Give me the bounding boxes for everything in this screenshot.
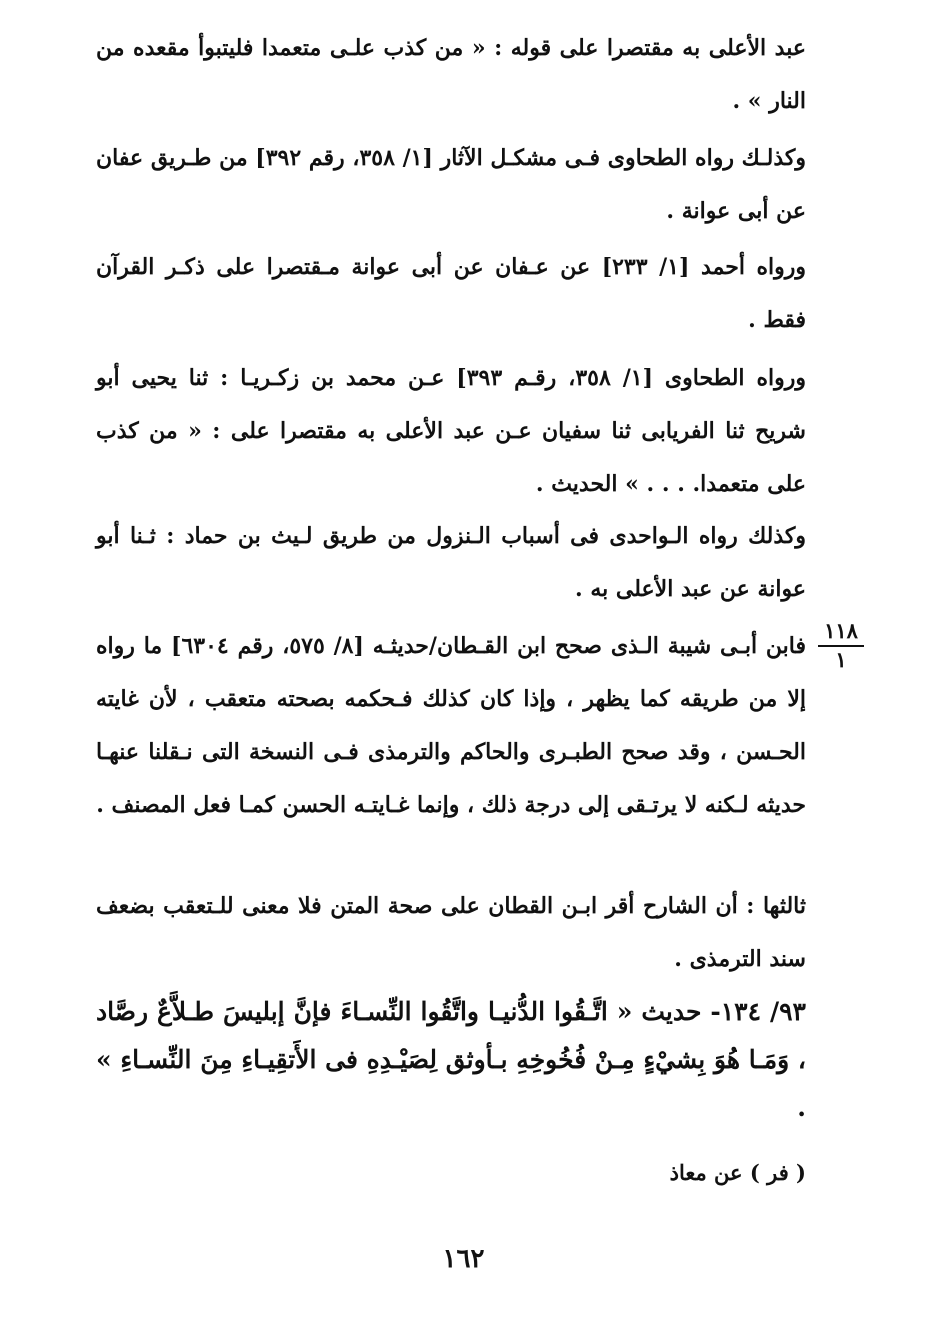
margin-note-number: ١١٨: [818, 618, 864, 647]
margin-note-sub: ١: [835, 647, 847, 672]
page-number: ١٦٢: [442, 1244, 485, 1274]
paragraph-3: ورواه أحمد [١/ ٢٣٣] عن عـفان عن أبى عوانة مـقتصرا على ذكـر القرآن فقط .: [96, 254, 806, 333]
paragraph-6: فابن أبـى شيبة الـذى صحح ابن القـطان/حديثـه [٨/ ٥٧٥، رقم ٦٣٠٤] ما رواه إلا من طريقه كما يظهر ، وإذا كان كذلك فـحكمه بصحته متعقب ، لأن غايته الحـسن ، وقد صحح الطبـرى والحاكم والترمذى فـى النسخة التى نـقلنا عنهـا حديثه لـكنه لا يرتـقى إلى درجة ذلك ، وإنما غـايتـه الحسن كمـا فعل المصنف .: [96, 633, 807, 818]
hadith-text: ٩٣/ ١٣٤- حديث « اتَّـقُوا الدُّنيـا واتَّقُوا النِّسـاءَ فإنَّ إبليسَ طـلاَّعٌ رصَّاد ، وَمَـا هُوَ بِشيْءٍ مِـنْ فُخُوخِهِ بـأوثق لِصَيْـدِهِ فى الأَتقِيـاءِ مِنَ النِّسـاءِ » .: [96, 997, 806, 1122]
source-line: ( فر ) عن معاذ: [669, 1160, 806, 1185]
paragraph-5: وكذلك رواه الـواحدى فى أسباب الـنزول من طريق لـيث بن حماد : ثـنا أبو عوانة عن عبد الأعلى به .: [96, 523, 806, 602]
paragraph-7: ثالثها : أن الشارح أقر ابـن القطان على صحة المتن فلا معنى للـتعقب بضعف سند الترمذى .: [96, 893, 806, 972]
paragraph-4: ورواه الطحاوى [١/ ٣٥٨، رقـم ٣٩٣] عـن محمد بن زكـريـا : ثنا يحيى أبو شريح ثنا الفريابى ثنا سفيان عـن عبد الأعلى به مقتصرا على : « من كذب على متعمدا. . . . » الحديث .: [96, 365, 806, 497]
paragraph-1: عبد الأعلى به مقتصرا على قوله : « من كذب علـى متعمدا فليتبوأ مقعده من النار » .: [96, 35, 806, 114]
margin-note: [818, 618, 864, 673]
paragraph-2: وكذلـك رواه الطحاوى فـى مشكـل الآثار [١/ ٣٥٨، رقم ٣٩٢] من طـريق عفان عن أبى عوانة .: [96, 145, 806, 224]
